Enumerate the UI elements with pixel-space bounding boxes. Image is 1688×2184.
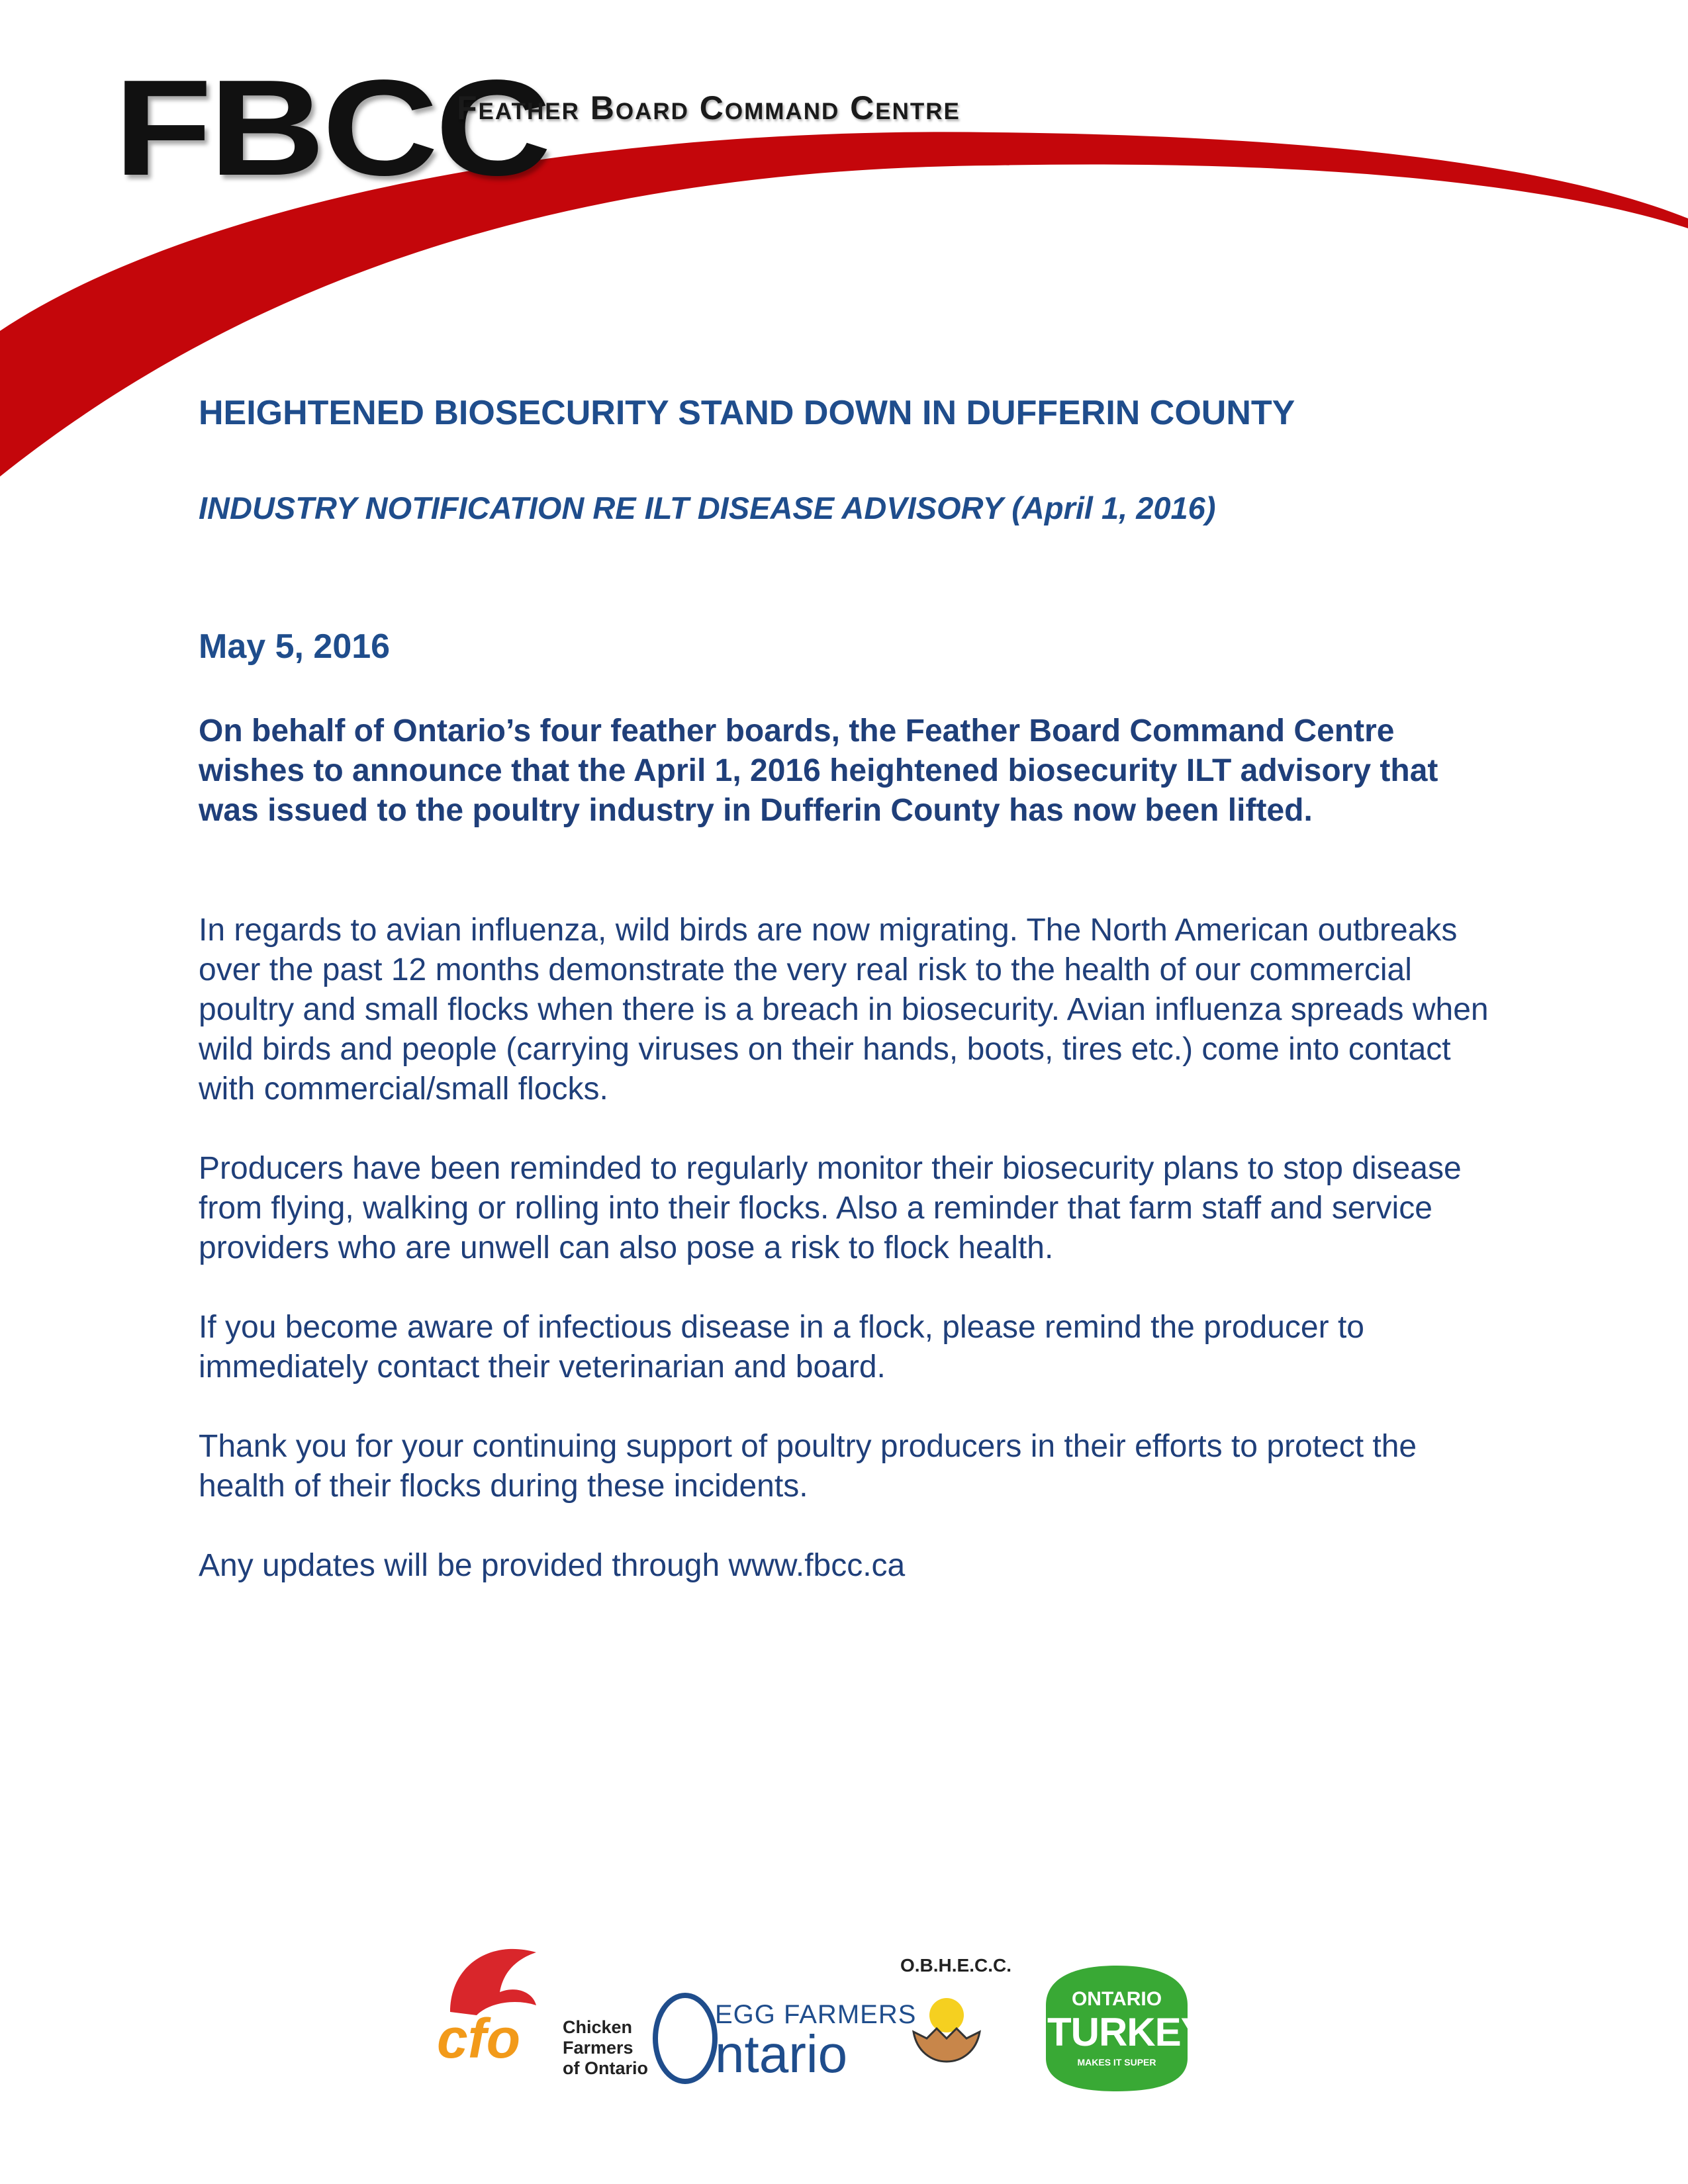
footer-logos: [437, 1939, 1264, 2091]
cfo-comb-shape: [450, 1949, 536, 2015]
fbcc-logo: FBCC: [114, 52, 549, 204]
updates-paragraph: Any updates will be provided through www.fbcc.ca: [199, 1548, 906, 1583]
biosecurity-reminder-paragraph: Producers have been reminded to regularly monitor their biosecurity plans to stop disease from flying, walking or rolling into their flocks. Also a reminder that farm staff and service providers who are unwell can also pose a risk to flock health.: [199, 1151, 1462, 1265]
avian-influenza-paragraph: In regards to avian influenza, wild birds are now migrating. The North American outbreaks over the past 12 months demonstrate the very real risk to the health of our commercial poultry and small flocks when there is a breach in biosecurity. Avian influenza spreads when wild birds and people (carrying viruses on their hands, boots, tires etc.) come into contact with commercial/small flocks.: [199, 913, 1489, 1107]
egg-farmers-logo: [645, 1985, 718, 2085]
cfo-logo-mark: cfo: [437, 2007, 520, 2070]
infectious-disease-paragraph: If you become aware of infectious disease in a flock, please remind the producer to immediately contact their veterinarian and board.: [199, 1310, 1364, 1385]
cfo-logo: [437, 1939, 563, 2019]
document-headline: HEIGHTENED BIOSECURITY STAND DOWN IN DUFFERIN COUNTY: [199, 394, 1295, 432]
organization-name: Feather Board Command Centre: [457, 89, 961, 126]
document-date: May 5, 2016: [199, 627, 391, 666]
turkey-logo-tagline: MAKES IT SUPER: [1077, 2057, 1156, 2068]
egg-shell-hands: [914, 2028, 980, 2062]
document-subheading: INDUSTRY NOTIFICATION RE ILT DISEASE ADVISORY (April 1, 2016): [199, 490, 1216, 525]
egg-outline: [655, 1995, 715, 2081]
cfo-logo-text: Chicken Farmers of Ontario: [563, 2017, 648, 2078]
turkey-logo-top: ONTARIO: [1071, 1988, 1162, 2010]
turkey-logo-main: TURKEY: [1047, 2010, 1207, 2054]
announcement-paragraph: On behalf of Ontario’s four feather boards, the Feather Board Command Centre wishes to announce that the April 1, 2016 heightened biosecurity ILT advisory that was issued to the poultry industry in Dufferin County has now been lifted.: [199, 713, 1438, 828]
egg-farmers-logo-bottom: ntario: [715, 2025, 848, 2083]
obhecc-logo-text: O.B.H.E.C.C.: [900, 1955, 1012, 1976]
thank-you-paragraph: Thank you for your continuing support of poultry producers in their efforts to protect the health of their flocks during these incidents.: [199, 1429, 1417, 1504]
chick-head: [929, 1998, 964, 2032]
obhecc-logo: [894, 1959, 1000, 2085]
egg-farmers-logo-top: EGG FARMERS: [715, 2000, 917, 2029]
